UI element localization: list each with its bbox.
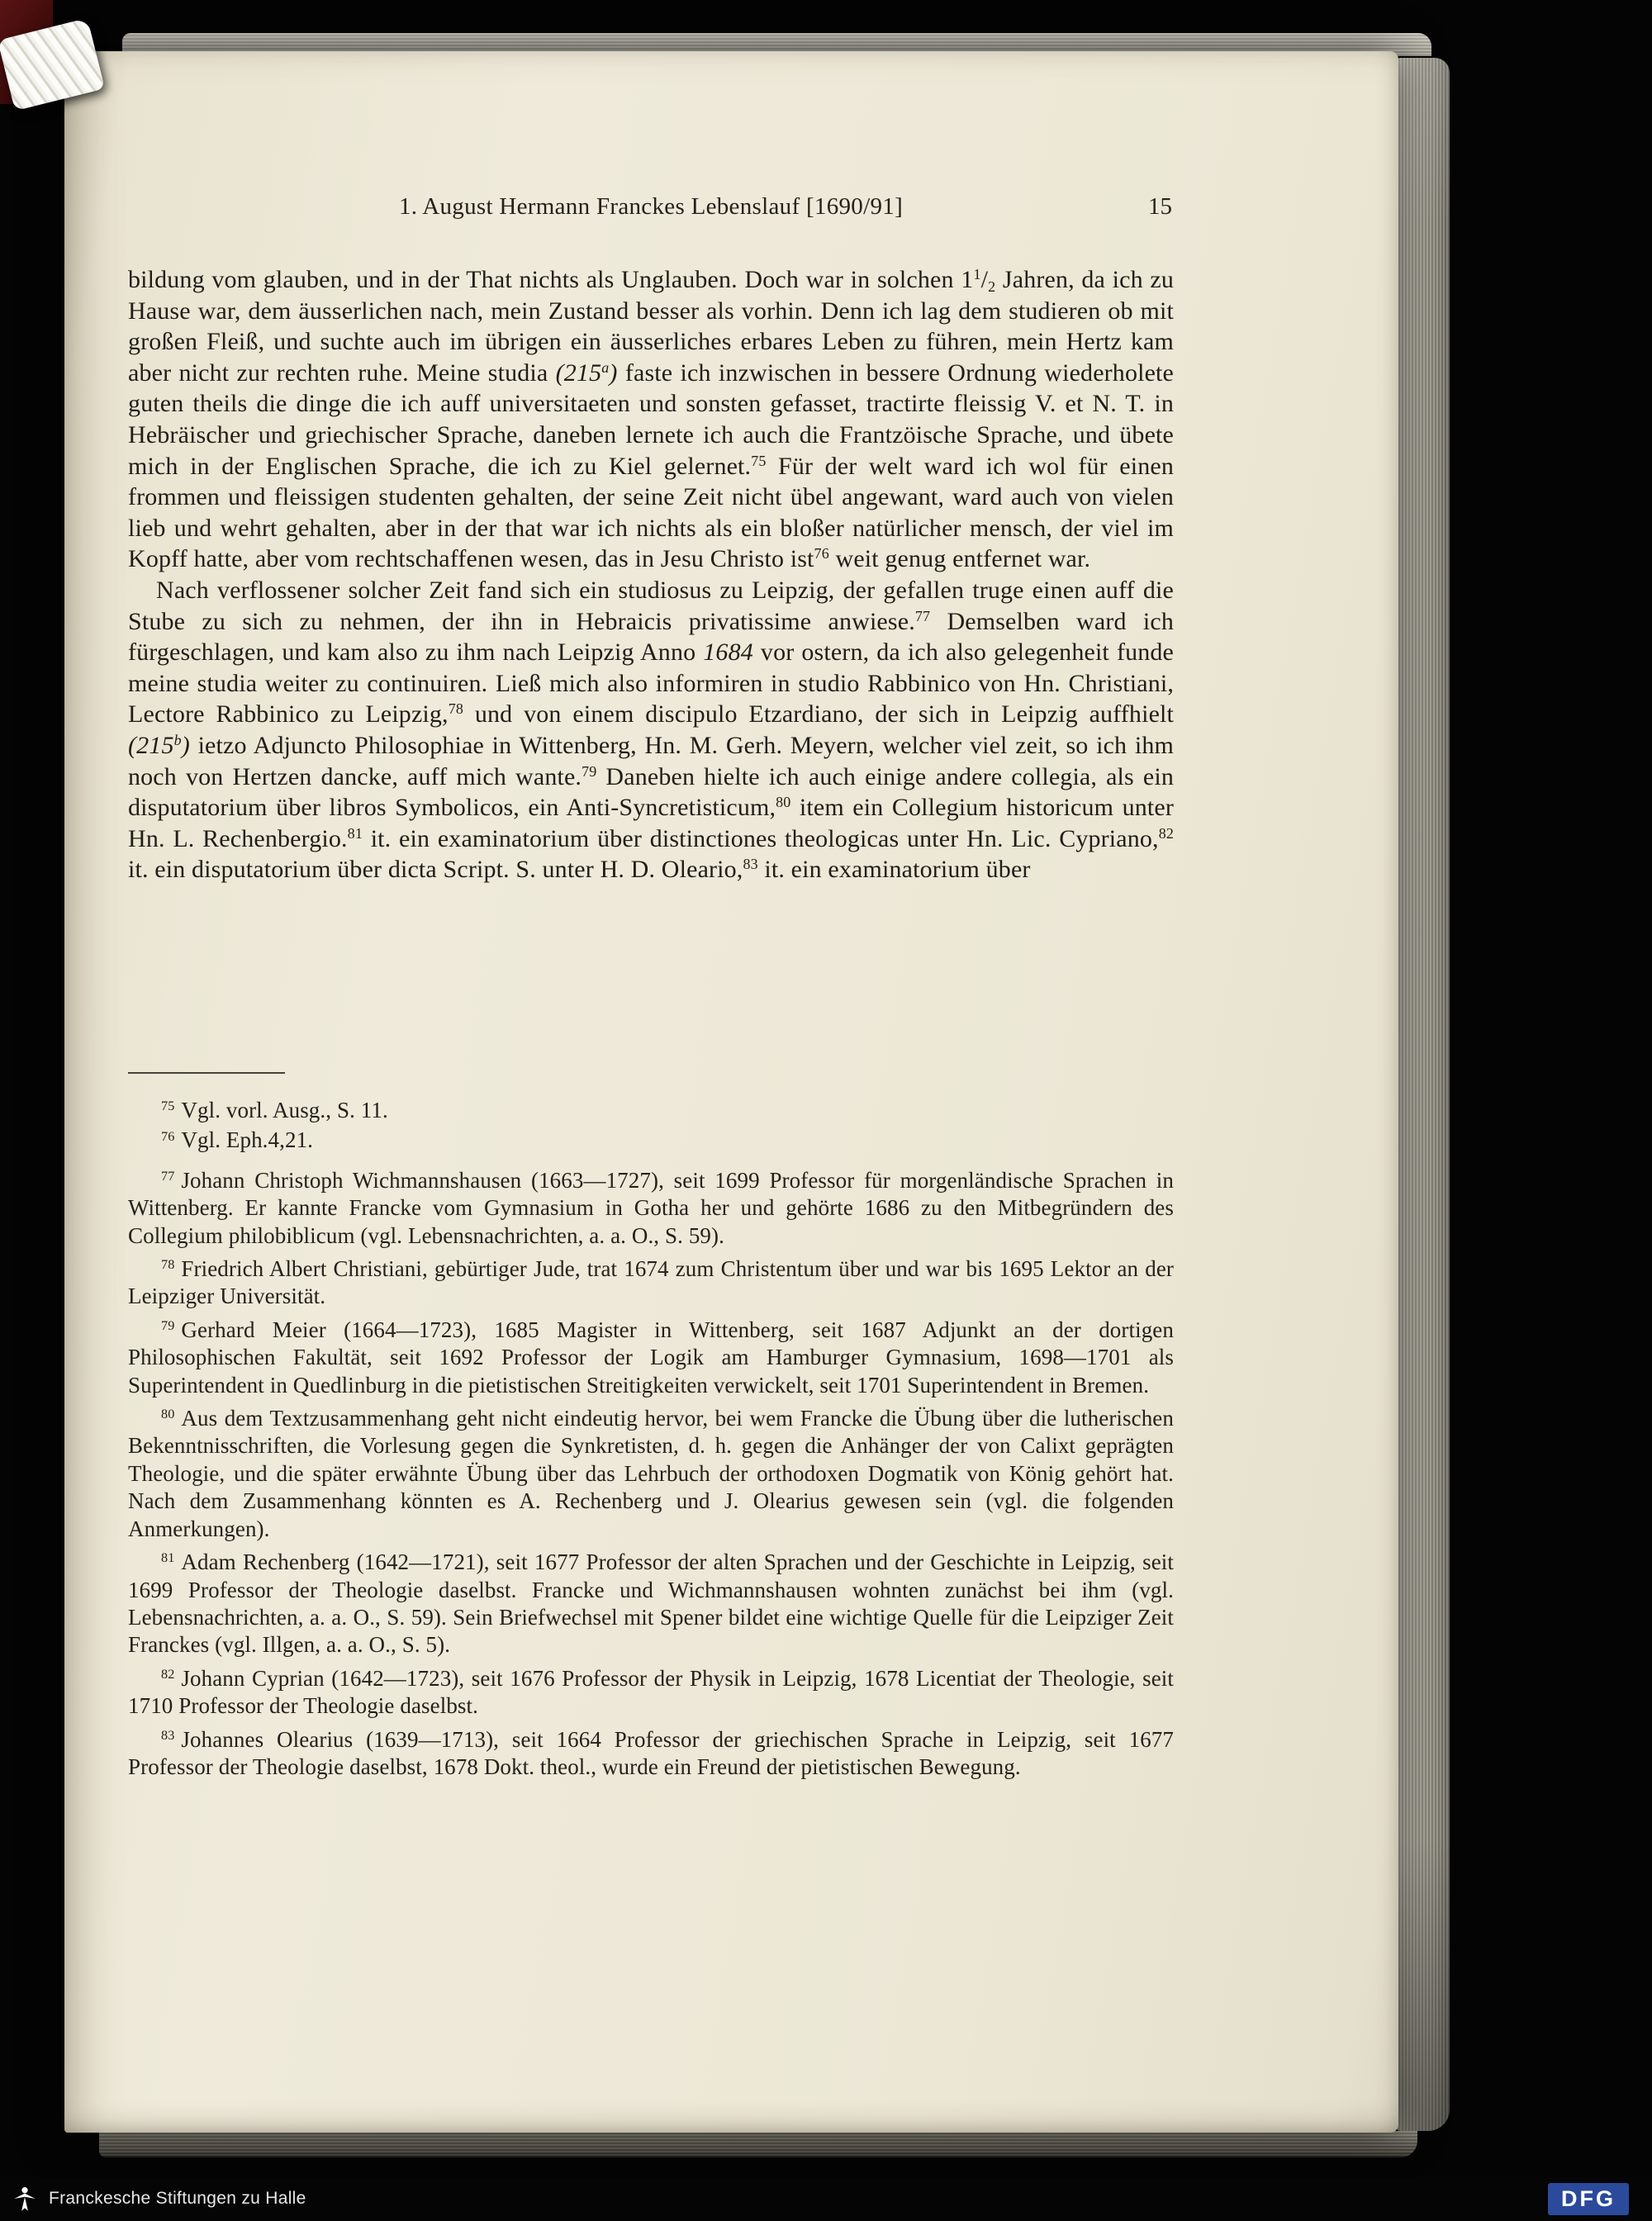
footnote-number: 77	[161, 1168, 175, 1184]
page-block-bottom-edge	[99, 2131, 1417, 2157]
footnote-76	[128, 1127, 1174, 1154]
footnote-77	[128, 1167, 1174, 1250]
footnote-text: Vgl. Eph.4,21.	[181, 1127, 314, 1153]
footnote-number: 78	[161, 1257, 175, 1273]
footnote-83	[128, 1726, 1174, 1782]
body-text	[128, 264, 1174, 885]
book-page	[64, 51, 1398, 2133]
footnote-number: 79	[161, 1317, 175, 1333]
footnote-text: Johannes Olearius (1639—1713), seit 1664 Professor der griechischen Sprache in Leipzig, seit 1677 Professor der Theologie daselbst, 1678 Dokt. theol., wurde ein Freund der pietistischen Bewegung.	[128, 1726, 1174, 1779]
footnote-number: 82	[161, 1666, 175, 1682]
footnote-text: Vgl. vorl. Ausg., S. 11.	[181, 1098, 388, 1122]
body-paragraph-2: Nach verflossener solcher Zeit fand sich ein studiosus zu Leipzig, der gefallen truge einen auff die Stube zu sich zu nehmen, der ihn in Hebraicis privatissime anwiese.$^{77}$ Demselben ward ich fürgeschlagen, und kam also zu ihm nach Leipzig Anno 1684 vor ostern, da ich also gelegenheit funde meine studia weiter zu continuiren. Ließ mich also informiren in studio Rabbinico von Hn. Christiani, Lectore Rabbinico zu Leipzig,$^{78}$ und von einem discipulo Etzardiano, der sich in Leipzig auffhielt (215$^b$) ietzo Adjuncto Philosophiae in Wittenberg, Hn. M. Gerh. Meyern, welcher viel zeit, so ich ihm noch von Hertzen dancke, auff mich wante.$^{79}$ Daneben hielte ich auch einige andere collegia, als ein disputatorium über libros Symbolicos, ein Anti-Syncretisticum,$^{80}$ item ein Collegium historicum unter Hn. L. Rechenbergio.$^{81}$ it. ein examinatorium über distinctiones theologicas unter Hn. Lic. Cypriano,$^{82}$ it. ein disputatorium über dicta Script. S. unter H. D. Oleario,$^{83}$ it. ein examinatorium über	[128, 576, 1175, 884]
footnote-82	[128, 1665, 1174, 1720]
running-title: 1. August Hermann Franckes Lebenslauf [1690/91]	[398, 193, 904, 220]
footnote-number: 80	[161, 1407, 175, 1422]
institution-branding	[12, 2183, 306, 2214]
page-header	[128, 193, 1174, 228]
footnote-separator-rule	[128, 1072, 285, 1074]
footnote-number: 75	[161, 1099, 175, 1114]
footnote-80	[128, 1405, 1174, 1543]
footnote-text: Friedrich Albert Christiani, gebürtiger Jude, trat 1674 zum Christentum über und war bis 1695 Lektor an der Leipziger Universität.	[128, 1256, 1174, 1309]
footnote-78	[128, 1255, 1174, 1311]
footnote-text: Johann Cyprian (1642—1723), seit 1676 Professor der Physik in Leipzig, 1678 Licentiat der Theologie, seit 1710 Professor der Theologie daselbst.	[128, 1665, 1174, 1719]
page-block-fore-edge	[1397, 58, 1450, 2131]
page-number: 15	[1148, 193, 1172, 220]
footnote-number: 83	[161, 1727, 175, 1743]
footnote-number: 81	[161, 1550, 175, 1566]
footnote-text: Aus dem Textzusammenhang geht nicht eindeutig hervor, bei wem Francke die Übung über die lutherischen Bekenntnisschriften, die Vorlesung gegen die Synkretisten, d. h. gegen die Anhänger der von Calixt geprägten Theologie, und die später erwähnte Übung über das Lehrbuch der orthodoxen Dogmatik von König gehört hat. Nach dem Zusammenhang könnten es A. Rechenberg und J. Olearius gewesen sein (vgl. die folgenden Anmerkungen).	[128, 1406, 1174, 1541]
institution-label: Franckesche Stiftungen zu Halle	[49, 2189, 306, 2208]
viewer-footer-bar	[0, 2177, 1652, 2221]
footnote-number: 76	[161, 1128, 175, 1144]
footnotes-block	[128, 1097, 1174, 1787]
footnote-75	[128, 1097, 1174, 1124]
footnote-text: Gerhard Meier (1664—1723), 1685 Magister in Wittenberg, seit 1687 Adjunkt an der dortigen Philosophischen Fakultät, seit 1692 Professor der Logik am Hamburger Gymnasium, 1698—1701 als Superintendent in Quedlinburg in die pietistischen Streitigkeiten verwickelt, seit 1701 Superintendent in Bremen.	[128, 1317, 1174, 1398]
footnote-text: Adam Rechenberg (1642—1721), seit 1677 Professor der alten Sprachen und der Geschichte in Leipzig, seit 1699 Professor der Theologie daselbst. Francke und Wichmannshausen wohnten zunächst bei ihm (vgl. Lebensnachrichten, a. a. O., S. 59). Sein Briefwechsel mit Spener bildet eine wichtige Quelle für die Leipziger Zeit Franckes (vgl. Illgen, a. a. O., S. 5).	[128, 1549, 1174, 1658]
dfg-logo: DFG	[1548, 2183, 1629, 2215]
footnote-79	[128, 1317, 1174, 1399]
franckesche-stiftungen-logo-icon	[12, 2183, 38, 2214]
footnote-text: Johann Christoph Wichmannshausen (1663—1727), seit 1699 Professor für morgenländische Sprachen in Wittenberg. Er kannte Francke vom Gymnasium in Gotha her und gehörte 1686 zu den Mitbegründern des Collegium philobiblicum (vgl. Lebensnachrichten, a. a. O., S. 59).	[128, 1167, 1174, 1248]
footnote-81	[128, 1549, 1174, 1659]
body-paragraph-1: bildung vom glauben, und in der That nichts als Unglauben. Doch war in solchen $1^1/_2$ Jahren, da ich zu Hause war, dem äusserlichen nach, mein Zustand besser als vorhin. Denn ich lag dem studieren ob mit großen Fleiß, und suchte auch im übrigen ein äusserliches erbares Leben zu führen, mein Hertz kam aber nicht zur rechten ruhe. Meine studia (215$^a$) faste ich inzwischen in bessere Ordnung wiederholete guten theils die dinge die ich auff universitaeten und sonsten gefasset, tractirte fleissig V. et N. T. in Hebräischer und griechischer Sprache, daneben lernete ich auch die Frantzöische Sprache, und übete mich in der Englischen Sprache, die ich zu Kiel gelernet.$^{75}$ Für der welt ward ich wol für einen frommen und fleissigen studenten gehalten, der seine Zeit nicht übel angewant, ward auch von vielen lieb und wehrt gehalten, aber in der that war ich nichts als ein bloßer natürlicher mensch, der viel im Kopff hatte, aber vom rechtschaffenen wesen, das in Jesu Christo ist$^{76}$ weit genug entfernet war.	[128, 266, 1175, 573]
